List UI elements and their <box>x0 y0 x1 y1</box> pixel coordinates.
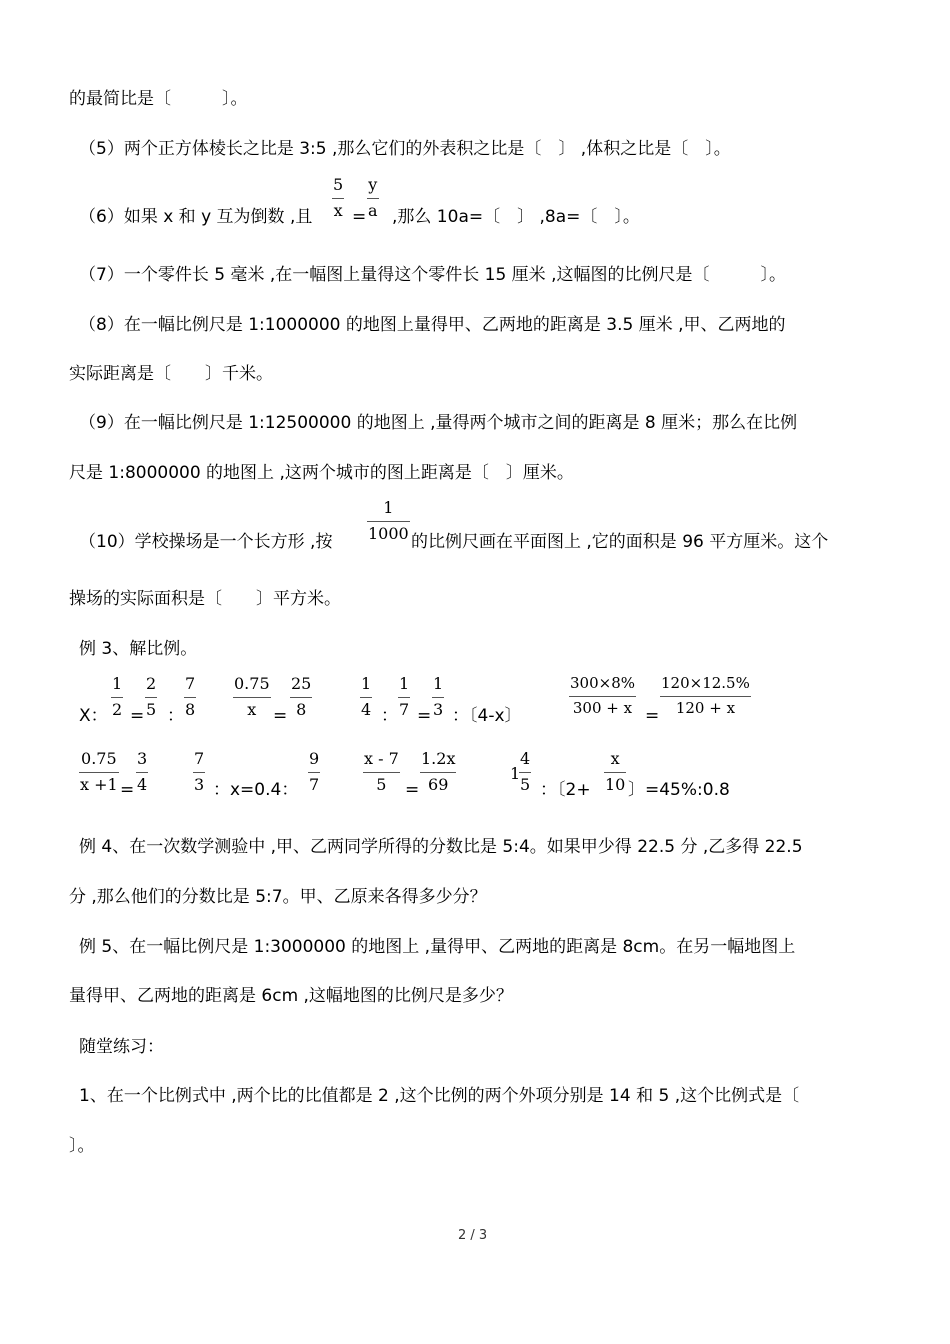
question-9-line1: （9）在一幅比例尺是 1:12500000 的地图上 ,量得两个城市之间的距离是 8 厘米；那么在比例 <box>79 413 798 433</box>
colon-sign: ： <box>167 706 184 726</box>
fraction: x 10 <box>605 749 626 794</box>
example-3-heading: 例 3、解比例。 <box>79 639 198 659</box>
fraction: 2 5 <box>146 674 157 719</box>
fraction: 1 2 <box>112 674 123 719</box>
fraction: 0.75 x +1 <box>80 749 118 794</box>
equals-sign: = <box>405 780 420 800</box>
example-4-line1: 例 4、在一次数学测验中 ,甲、乙两同学所得的分数比是 5:4。如果甲少得 22.5 分 ,乙多得 22.5 <box>79 837 803 857</box>
equals-sign: = <box>273 706 288 726</box>
fraction: 1 3 <box>433 674 444 719</box>
question-10-end: 的比例尺画在平面图上 ,它的面积是 96 平方厘米。这个 <box>411 532 829 552</box>
equation-tail: 〕=45%:0.8 <box>628 780 730 800</box>
question-7: （7）一个零件长 5 毫米 ,在一幅图上量得这个零件长 15 厘米 ,这幅图的比例尺是〔 〕。 <box>79 265 786 285</box>
question-9-line2: 尺是 1:8000000 的地图上 ,这两个城市的图上距离是〔 〕厘米。 <box>69 463 574 483</box>
fraction: 1.2x 69 <box>421 749 456 794</box>
practice-1-line2: 〕。 <box>69 1136 95 1156</box>
colon-sign: ： <box>381 706 398 726</box>
fraction: 300×8% 300 + x <box>570 674 635 717</box>
equals-sign: = <box>417 706 432 726</box>
equals-sign: = <box>120 780 135 800</box>
equation-tail: ：〔4-x〕 <box>452 706 522 726</box>
fraction: 9 7 <box>309 749 320 794</box>
fraction: 0.75 x <box>234 674 270 719</box>
fraction: 1 4 <box>361 674 372 719</box>
example-5-line2: 量得甲、乙两地的距离是 6cm ,这幅地图的比例尺是多少？ <box>69 986 513 1006</box>
fraction: 5 x <box>333 175 344 220</box>
question-6-start: （6）如果 x 和 y 互为倒数 ,且 <box>79 207 313 227</box>
question-10-start: （10）学校操场是一个长方形 ,按 <box>79 532 333 552</box>
mixed-number-whole: 1 <box>510 764 521 783</box>
question-6-end: ,那么 10a=〔 〕 ,8a=〔 〕。 <box>392 207 640 227</box>
equals-sign: = <box>645 706 660 726</box>
fraction: 4 5 <box>520 749 531 794</box>
equals-sign: = <box>130 706 145 726</box>
fraction: 7 3 <box>194 749 205 794</box>
equation-label: X： <box>79 706 108 726</box>
fraction: 1 1000 <box>368 498 409 543</box>
example-4-line2: 分 ,那么他们的分数比是 5:7。甲、乙原来各得多少分？ <box>69 887 487 907</box>
equation-middle: ：〔2+ <box>540 780 591 800</box>
fraction: 7 8 <box>185 674 196 719</box>
page-number: 2 / 3 <box>458 1228 488 1243</box>
question-8-line2: 实际距离是〔 〕千米。 <box>69 364 273 384</box>
question-8-line1: （8）在一幅比例尺是 1:1000000 的地图上量得甲、乙两地的距离是 3.5 厘米 ,甲、乙两地的 <box>79 315 786 335</box>
fraction: 25 8 <box>291 674 312 719</box>
fraction: x - 7 5 <box>364 749 399 794</box>
equals-sign: = <box>352 207 367 227</box>
fraction: 120×12.5% 120 + x <box>661 674 750 717</box>
practice-1-line1: 1、在一个比例式中 ,两个比的比值都是 2 ,这个比例的两个外项分别是 14 和 5 ,这个比例式是〔 <box>79 1086 800 1106</box>
equation-middle: ：x=0.4： <box>213 780 299 800</box>
question-10-line2: 操场的实际面积是〔 〕平方米。 <box>69 589 341 609</box>
fraction: 3 4 <box>137 749 148 794</box>
example-5-line1: 例 5、在一幅比例尺是 1:3000000 的地图上 ,量得甲、乙两地的距离是 8cm。在另一幅地图上 <box>79 937 796 957</box>
text-line: 的最简比是〔 〕。 <box>69 89 248 109</box>
question-5: （5）两个正方体棱长之比是 3:5 ,那么它们的外表积之比是〔 〕 ,体积之比是〔 〕。 <box>79 139 731 159</box>
practice-heading: 随堂练习： <box>79 1037 164 1057</box>
fraction: 1 7 <box>399 674 410 719</box>
fraction: y a <box>368 175 378 220</box>
